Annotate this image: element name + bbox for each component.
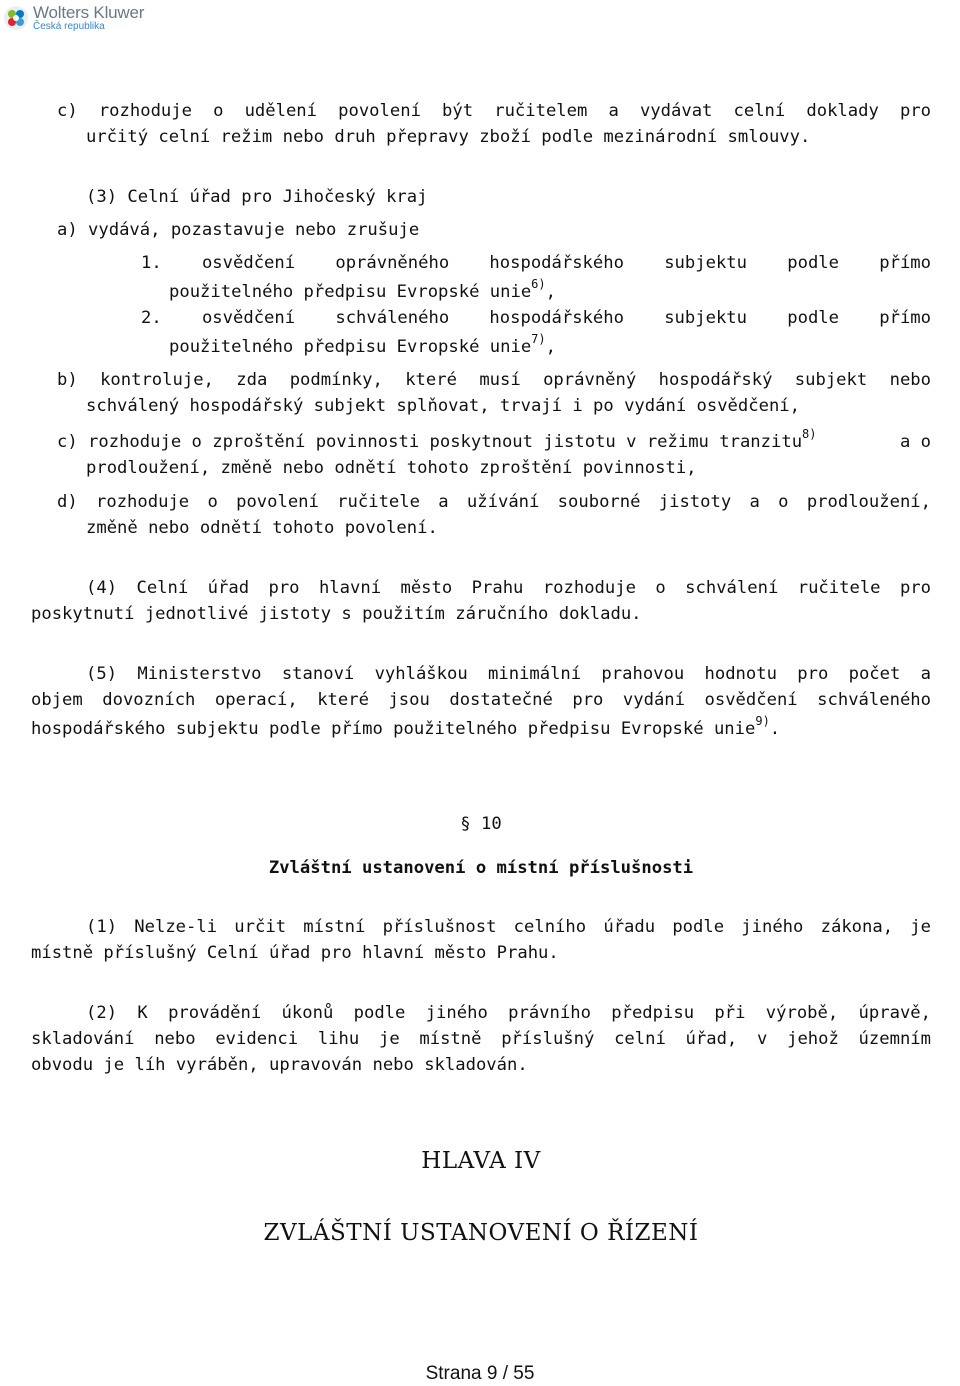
paragraph-heading: (3) Celní úřad pro Jihočeský kraj (86, 187, 428, 207)
text-line: (1) Nelze-li určit místní příslušnost celního úřadu podle jiného zákona, je (86, 917, 931, 937)
text-line: skladování nebo evidenci lihu je místně příslušný celní úřad, v jehož územním (31, 1029, 931, 1049)
text-line: (2) K provádění úkonů podle jiného právního předpisu při výrobě, úpravě, (86, 1003, 931, 1023)
text-line: místně příslušný Celní úřad pro hlavní město Prahu. (31, 943, 559, 963)
wolters-kluwer-logo-icon (3, 5, 29, 31)
text-line: 2. osvědčení schváleného hospodářského subjektu podle přímo (141, 308, 931, 328)
text-line: prodloužení, změně nebo odnětí tohoto zproštění povinnosti, (86, 458, 697, 478)
text-line: hospodářského subjektu podle přímo použitelného předpisu Evropské unie$^{9)}$. (31, 714, 781, 739)
text-line: objem dovozních operací, které jsou dostatečné pro vydání osvědčení schváleného (31, 690, 931, 710)
text-line: (4) Celní úřad pro hlavní město Prahu rozhoduje o schválení ručitele pro (86, 578, 931, 598)
text-line: d) rozhoduje o povolení ručitele a užívání souborné jistoty a o prodloužení, (57, 492, 931, 512)
text-line: c) rozhoduje o udělení povolení být ručitelem a vydávat celní doklady pro (57, 101, 931, 121)
footnote-ref[interactable]: 8) (802, 427, 817, 442)
footnote-ref[interactable]: 9) (755, 714, 770, 729)
text-line: poskytnutí jednotlivé jistoty s použitím záručního dokladu. (31, 604, 642, 624)
brand-name: Wolters Kluwer (33, 3, 145, 22)
text-line: určitý celní režim nebo druh přepravy zboží podle mezinárodní smlouvy. (86, 127, 811, 147)
chapter-heading: HLAVA IV (421, 1148, 541, 1174)
chapter-title: ZVLÁŠTNÍ USTANOVENÍ O ŘÍZENÍ (263, 1220, 699, 1246)
page-number: Strana 9 / 55 (425, 1363, 535, 1384)
text-line: (5) Ministerstvo stanoví vyhláškou minimální prahovou hodnotu pro počet a (86, 664, 931, 684)
text-line: změně nebo odnětí tohoto povolení. (86, 518, 438, 538)
text-line: a) vydává, pozastavuje nebo zrušuje (57, 220, 420, 240)
footnote-ref[interactable]: 6) (531, 277, 546, 292)
section-title: Zvláštní ustanovení o místní příslušnosti (268, 858, 694, 878)
text-line: c) rozhoduje o zproštění povinnosti poskytnout jistotu v režimu tranzitu$^{8)}$ a o (57, 427, 931, 452)
text-line: schválený hospodářský subjekt splňovat, trvají i po vydání osvědčení, (86, 396, 800, 416)
text-line: b) kontroluje, zda podmínky, které musí oprávněný hospodářský subjekt nebo (57, 370, 931, 390)
text-line: použitelného předpisu Evropské unie$^{7)}$, (169, 332, 556, 357)
text-line: použitelného předpisu Evropské unie$^{6)}$, (169, 277, 556, 302)
brand-subtitle: Česká republika (33, 21, 105, 32)
text-line: obvodu je líh vyráběn, upravován nebo skladován. (31, 1055, 528, 1075)
section-number: § 10 (460, 814, 502, 834)
brand-logo (3, 2, 144, 34)
text-line: 1. osvědčení oprávněného hospodářského subjektu podle přímo (141, 253, 931, 273)
footnote-ref[interactable]: 7) (531, 332, 546, 347)
